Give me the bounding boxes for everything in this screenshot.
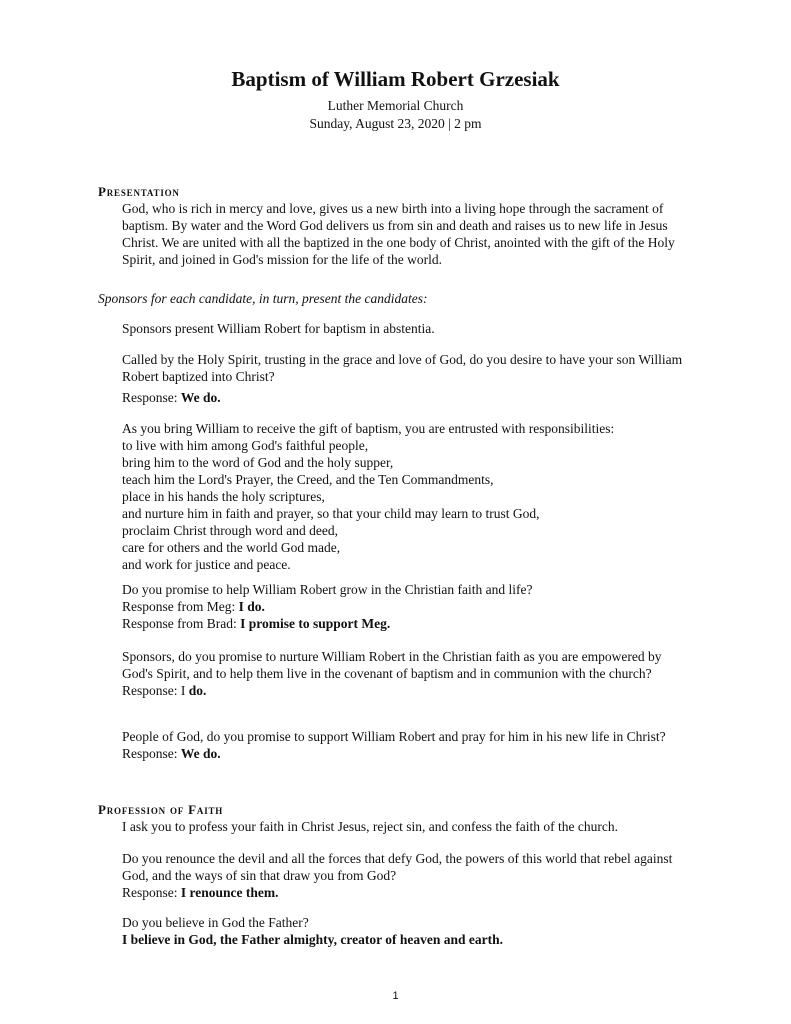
brad-response-label: Response from Brad: (122, 616, 241, 631)
meg-response (122, 598, 692, 615)
promise-question: Do you promise to help William Robert grow in the Christian faith and life? (122, 582, 533, 597)
believe-answer-text: I believe in God, the Father almighty, creator of heaven and earth. (122, 932, 503, 947)
believe-question: Do you believe in God the Father? (122, 915, 309, 930)
renounce-response-label: Response: (122, 885, 181, 900)
responsibility-line: to live with him among God's faithful people, (122, 438, 369, 453)
brad-response (122, 615, 692, 632)
people-question-block (122, 728, 692, 762)
people-response (122, 745, 692, 762)
responsibility-line: care for others and the world God made, (122, 540, 341, 555)
renounce-block (122, 850, 692, 901)
profession-heading: Profession of Faith (98, 802, 224, 817)
sponsors-response-label: Response: I (122, 683, 189, 698)
responsibility-line: and work for justice and peace. (122, 557, 291, 572)
meg-response-answer: I do. (238, 599, 265, 614)
renounce-response (122, 884, 692, 901)
renounce-response-answer: I renounce them. (180, 885, 279, 900)
response-label: Response: (122, 390, 181, 405)
sponsors-response (122, 682, 692, 699)
presentation-body: God, who is rich in mercy and love, gives us a new birth into a living hope through the sacrament of baptism. By water and the Word God delivers us from sin and death and raises us to new life in Jesus Christ. We are united with all the baptized in the one body of Christ, anointed with the gift of the Holy Spirit, and joined in God's mission for the life of the world. (122, 201, 675, 267)
sponsors-question-block (122, 648, 692, 699)
sponsors-instruction: Sponsors for each candidate, in turn, present the candidates: (98, 291, 428, 306)
renounce-question: Do you renounce the devil and all the forces that defy God, the powers of this world that rebel against God, and the ways of sin that draw you from God? (122, 851, 673, 883)
responsibility-line: teach him the Lord's Prayer, the Creed, and the Ten Commandments, (122, 472, 494, 487)
service-date: Sunday, August 23, 2020 | 2 pm (309, 116, 482, 131)
responsibility-line: bring him to the word of God and the holy supper, (122, 455, 394, 470)
responsibility-line: As you bring William to receive the gift of baptism, you are entrusted with responsibilities: (122, 421, 615, 436)
sponsors-question: Sponsors, do you promise to nurture William Robert in the Christian faith as you are empowered by God's Spirit, and to help them live in the covenant of baptism and in communion with the church? (122, 649, 662, 681)
church-name: Luther Memorial Church (327, 98, 464, 113)
believe-block (122, 914, 692, 948)
brad-response-answer: I promise to support Meg. (240, 616, 391, 631)
people-response-answer: We do. (180, 746, 221, 761)
responsibility-line: proclaim Christ through word and deed, (122, 523, 338, 538)
sponsors-present: Sponsors present William Robert for baptism in abstentia. (122, 321, 435, 336)
people-question: People of God, do you promise to support William Robert and pray for him in his new life in Christ? (122, 729, 666, 744)
presentation-heading: Presentation (98, 184, 180, 199)
responsibility-line: place in his hands the holy scriptures, (122, 489, 325, 504)
promise-block (122, 581, 692, 632)
profession-intro: I ask you to profess your faith in Christ Jesus, reject sin, and confess the faith of the church. (122, 819, 619, 834)
sponsors-response-answer: do. (188, 683, 207, 698)
meg-response-label: Response from Meg: (122, 599, 239, 614)
responsibility-line: and nurture him in faith and prayer, so that your child may learn to trust God, (122, 506, 540, 521)
page-title: Baptism of William Robert Grzesiak (231, 67, 560, 91)
people-response-label: Response: (122, 746, 181, 761)
believe-answer (122, 931, 692, 948)
responsibilities-block (122, 420, 692, 573)
page-number: 1 (392, 990, 399, 1002)
called-question: Called by the Holy Spirit, trusting in the grace and love of God, do you desire to have your son William Robert baptized into Christ? (122, 352, 683, 384)
response-we-do (122, 389, 692, 406)
response-answer: We do. (180, 390, 221, 405)
